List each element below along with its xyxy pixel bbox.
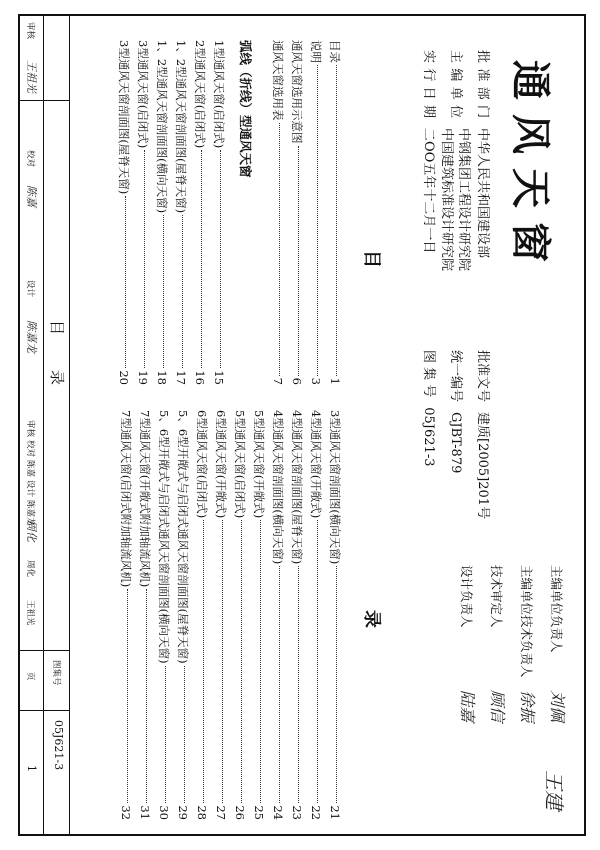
role-name-2: 陈嘉龙 bbox=[25, 500, 35, 526]
approval-key: 统一编号 bbox=[448, 350, 463, 403]
approval-kval: 建质[2005]201号 bbox=[475, 412, 490, 520]
toc-entry[interactable]: 目录 1 bbox=[328, 40, 343, 385]
signature: 徐振 bbox=[518, 690, 537, 723]
toc-entry[interactable]: 6型通风天窗(开敞式) 27 bbox=[214, 410, 229, 820]
signature: 陆嘉 bbox=[458, 690, 477, 723]
atlas-number: 05J621-3 bbox=[52, 720, 65, 771]
toc-entry[interactable]: 6型通风天窗(启闭式) 28 bbox=[195, 410, 210, 820]
approval-block bbox=[418, 50, 492, 519]
signature: 周化 bbox=[25, 520, 38, 542]
responsible-row: 主编单位技术负责人徐振 bbox=[518, 565, 537, 723]
toc-entry[interactable]: 说明 3 bbox=[309, 40, 324, 385]
atlas-title: 通风天窗 bbox=[507, 60, 553, 276]
approval-row bbox=[418, 50, 438, 519]
role-name-0: 王祖光 bbox=[25, 600, 35, 626]
role-name-3: 周化 bbox=[25, 560, 35, 578]
toc-entry[interactable]: 7型通风天窗(开敞式附加轴流风机) 31 bbox=[138, 410, 153, 820]
responsible-block bbox=[452, 565, 572, 722]
toc-entry[interactable]: 3型通风天窗剖面图(横向天窗) 21 bbox=[328, 410, 343, 820]
role-check: 校对 bbox=[25, 150, 35, 168]
toc-entry[interactable]: 5型通风天窗(开敞式) 25 bbox=[252, 410, 267, 820]
role-name-1: 陈嘉 bbox=[25, 460, 35, 478]
role-review: 审核 bbox=[25, 22, 35, 40]
toc-heading: 目 bbox=[361, 250, 382, 268]
toc-entry[interactable]: 5、6型开敞式与启闭式通风天窗剖面图(屋脊天窗) 29 bbox=[176, 410, 191, 820]
toc-right-column bbox=[117, 410, 345, 820]
approval-value: 中华人民共和国建设部 bbox=[475, 128, 490, 259]
responsible-row: 设计负责人陆嘉 bbox=[458, 565, 477, 723]
toc-entry[interactable]: 4型通风天窗(开敞式) 22 bbox=[309, 410, 324, 820]
toc-entry[interactable]: 3型通风天窗(启闭式) 19 bbox=[136, 40, 151, 385]
toc-left-column bbox=[115, 40, 345, 385]
signature: 王祖光 bbox=[25, 60, 38, 93]
page-number: 1 bbox=[25, 765, 38, 772]
approval-kval: 05J621-3 bbox=[421, 407, 436, 467]
toc-entry[interactable]: 4型通风天窗剖面图(屋脊天窗) 23 bbox=[290, 410, 305, 820]
approval-kval: GJBT-879 bbox=[448, 412, 463, 474]
approval-key: 图 集 号 bbox=[421, 350, 436, 398]
toc-entry[interactable]: 1、2型通风天窗剖面图(横向天窗) 18 bbox=[155, 40, 170, 385]
signature: 王建 bbox=[542, 770, 566, 810]
toc-entry[interactable]: 1型通风天窗(启闭式) 15 bbox=[212, 40, 227, 385]
approval-row bbox=[438, 50, 472, 519]
atlas-label: 图集号 bbox=[51, 660, 61, 686]
approval-value: 中钢集团工程设计研究院 中国建筑标准设计研究院 bbox=[439, 128, 471, 272]
page-label: 页 bbox=[25, 672, 35, 681]
role-2: 设计 bbox=[25, 480, 35, 498]
toc-heading-2: 录 bbox=[361, 610, 382, 628]
signature: 刘佩 bbox=[548, 690, 567, 723]
toc-entry[interactable]: 通风天窗选用示意图 6 bbox=[290, 40, 305, 385]
signature: 陈嘉 bbox=[25, 185, 38, 207]
toc-entry[interactable]: 2型通风天窗(启闭式) 16 bbox=[193, 40, 208, 385]
toc-section-title: 弧线（折线）型通风天窗 bbox=[238, 40, 253, 178]
toc-entry[interactable]: 4型通风天窗剖面图(横向天窗) 24 bbox=[271, 410, 286, 820]
role-1: 校对 bbox=[25, 440, 35, 458]
approval-label: 主编单位 bbox=[448, 50, 463, 118]
toc-entry[interactable]: 7型通风天窗(启闭式附加轴流风机) 32 bbox=[119, 410, 134, 820]
signature: 顾信 bbox=[488, 690, 507, 723]
toc-entry[interactable]: 通风天窗选用表 7 bbox=[271, 40, 286, 385]
signature: 陈嘉龙 bbox=[25, 320, 38, 353]
toc-entry[interactable]: 3型通风天窗剖面图(屋脊天窗) 20 bbox=[117, 40, 132, 385]
approval-row bbox=[472, 50, 492, 519]
approval-value: 二OO五年十二月一日 bbox=[421, 128, 436, 254]
approval-label: 实行日期 bbox=[421, 50, 436, 118]
toc-entry[interactable]: 1、2型通风天窗剖面图(屋脊天窗) 17 bbox=[174, 40, 189, 385]
approval-key: 批准文号 bbox=[475, 350, 490, 403]
approval-label: 批准部门 bbox=[475, 50, 490, 118]
role-design: 设计 bbox=[25, 280, 35, 298]
responsible-row: 主编单位负责人刘佩 bbox=[548, 565, 567, 723]
title-block-name: 目 录 bbox=[48, 320, 66, 396]
toc-entry[interactable]: 5、6型开敞式与启闭式通风天窗剖面图(横向天窗) 30 bbox=[157, 410, 172, 820]
responsible-row: 技术审定人顾信 bbox=[488, 565, 507, 723]
toc-entry[interactable]: 5型通风天窗(启闭式) 26 bbox=[233, 410, 248, 820]
role-0: 审核 bbox=[25, 420, 35, 438]
